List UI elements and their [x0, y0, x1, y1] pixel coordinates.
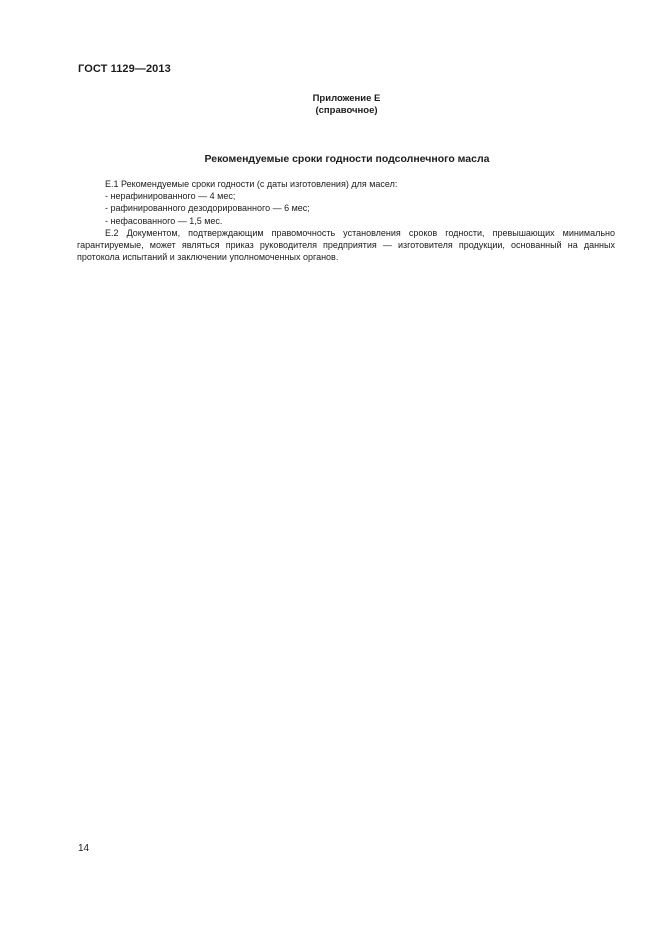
page-number: 14	[78, 843, 90, 854]
list-item: - нерафинированного — 4 мес;	[105, 191, 236, 202]
list-item: - рафинированного дезодорированного — 6 мес;	[105, 203, 310, 214]
body-text	[77, 178, 615, 263]
section-heading: Рекомендуемые сроки годности подсолнечного масла	[204, 153, 490, 165]
clause-e1-intro: Е.1 Рекомендуемые сроки годности (с даты изготовления) для масел:	[105, 179, 398, 189]
appendix-block	[0, 93, 661, 117]
clause-e2-text: Е.2 Документом, подтверждающим правомочность установления сроков годности, превышающих минимально гарантируемые, может являться приказ руководителя предприятия — изготовителя продукции, основанный на данных протокола испытаний и заключении уполномоченных органов.	[77, 227, 615, 263]
appendix-type: (справочное)	[315, 105, 378, 116]
appendix-title: Приложение Е	[312, 93, 381, 104]
document-code: ГОСТ 1129—2013	[78, 63, 171, 75]
list-item: - нефасованного — 1,5 мес.	[105, 215, 223, 226]
